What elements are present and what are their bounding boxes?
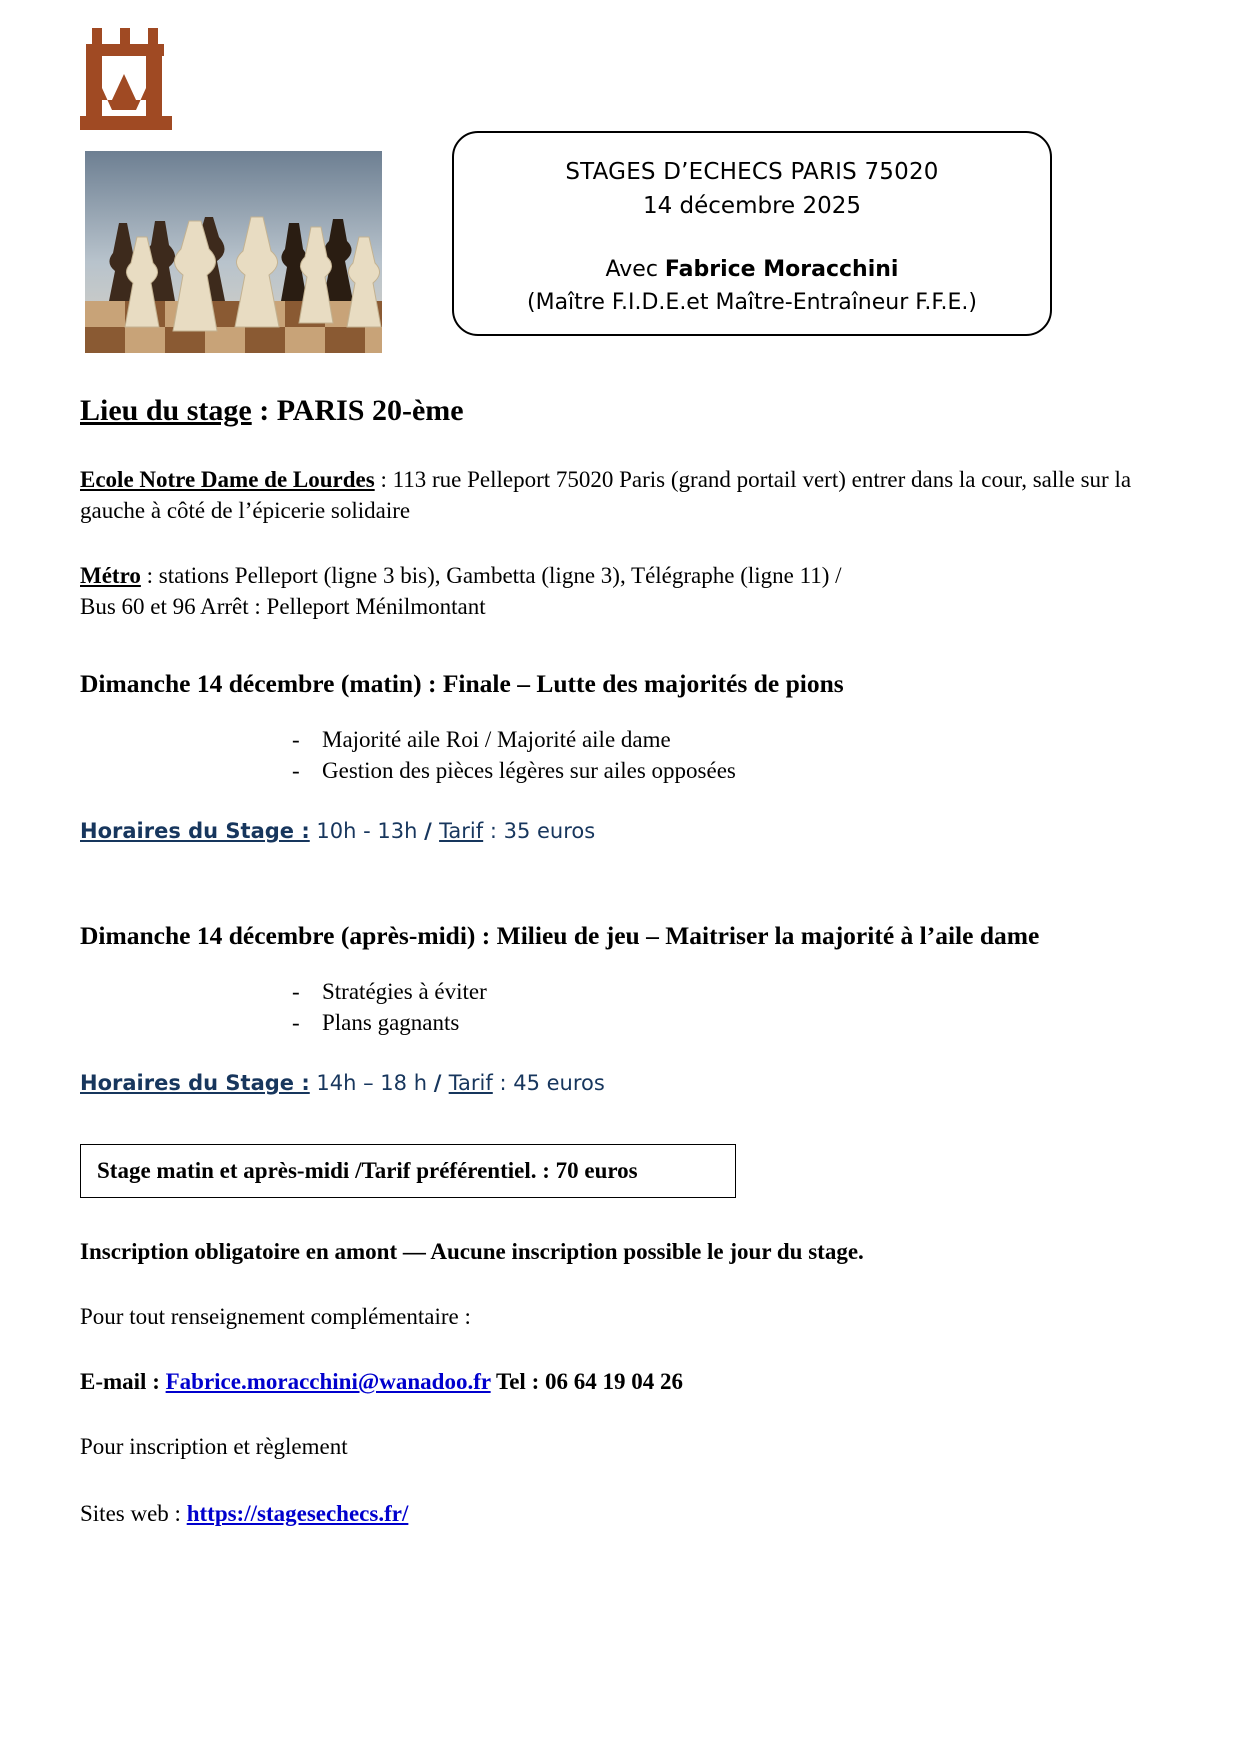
afternoon-session-bullets: [80, 976, 1161, 1038]
school-name: Ecole Notre Dame de Lourdes: [80, 467, 375, 492]
afternoon-session-title: Dimanche 14 décembre (après-midi) : Milieu de jeu – Maitriser la majorité à l’aile dame: [80, 921, 1040, 950]
title-line-2: 14 décembre 2025: [642, 193, 862, 219]
list-item: - Plans gagnants: [292, 1007, 1161, 1038]
morning-separator: /: [424, 819, 440, 843]
avec-label: Avec: [605, 257, 665, 282]
title-callout-box: [452, 131, 1052, 336]
page-title: [80, 392, 1161, 430]
contact-line: [80, 1366, 1161, 1397]
trainer-name: Fabrice Moracchini: [664, 257, 899, 282]
afternoon-tarif-value: : 45 euros: [492, 1071, 605, 1095]
metro-label: Métro: [80, 563, 141, 588]
more-info-text: Pour tout renseignement complémentaire :: [80, 1304, 471, 1329]
preferential-price-box: [80, 1144, 736, 1198]
morning-horaires-value: 10h - 13h: [309, 819, 425, 843]
email-label: E-mail :: [80, 1369, 166, 1394]
metro-line-1: : stations Pelleport (ligne 3 bis), Gambetta (ligne 3), Télégraphe (ligne 11) /: [140, 563, 842, 588]
metro-line-2: Bus 60 et 96 Arrêt : Pelleport Ménilmontant: [80, 594, 486, 619]
morning-tarif-label: Tarif: [439, 819, 484, 843]
lieu-value: : PARIS 20-ème: [251, 394, 464, 427]
sites-label: Sites web :: [80, 1501, 187, 1526]
list-item: - Gestion des pièces légères sur ailes opposées: [292, 755, 1161, 786]
chess-club-logo: [76, 22, 204, 134]
morning-schedule-price: [80, 816, 1161, 846]
registration-notice: Inscription obligatoire en amont — Aucune inscription possible le jour du stage.: [80, 1239, 864, 1264]
registration-payment-text: Pour inscription et règlement: [80, 1434, 348, 1459]
phone-number: Tel : 06 64 19 04 26: [490, 1369, 683, 1394]
website-line: [80, 1498, 1161, 1529]
chess-pieces-photo: [85, 151, 382, 353]
metro-info: [80, 560, 1161, 622]
morning-session-title: Dimanche 14 décembre (matin) : Finale – Lutte des majorités de pions: [80, 669, 844, 698]
document-header: [0, 0, 1241, 370]
school-address-text: : 113 rue Pelleport 75020 Paris (grand portail vert) entrer dans la cour, salle sur la gauche à côté de l’épicerie solidaire: [80, 467, 1132, 523]
afternoon-horaires-value: 14h – 18 h: [309, 1071, 434, 1095]
title-line-3: [454, 253, 1050, 286]
title-line-1: STAGES D’ECHECS PARIS 75020: [565, 159, 939, 185]
list-item: - Majorité aile Roi / Majorité aile dame: [292, 724, 1161, 755]
website-link[interactable]: https://stagesechecs.fr/: [186, 1501, 409, 1526]
preferential-price-text: Stage matin et après-midi /Tarif préférentiel. : 70 euros: [97, 1158, 638, 1183]
school-address: [80, 464, 1161, 526]
document-body: [0, 392, 1241, 1529]
morning-horaires-label: Horaires du Stage :: [80, 819, 310, 843]
afternoon-horaires-label: Horaires du Stage :: [80, 1071, 310, 1095]
lieu-label: Lieu du stage: [80, 394, 252, 427]
afternoon-separator: /: [433, 1071, 449, 1095]
morning-tarif-value: : 35 euros: [483, 819, 596, 843]
afternoon-schedule-price: [80, 1068, 1161, 1098]
title-line-4: (Maître F.I.D.E.et Maître-Entraîneur F.F.E.): [527, 290, 977, 315]
afternoon-tarif-label: Tarif: [448, 1071, 493, 1095]
list-item: - Stratégies à éviter: [292, 976, 1161, 1007]
morning-session-bullets: [80, 724, 1161, 786]
email-link[interactable]: Fabrice.moracchini@wanadoo.fr: [165, 1369, 491, 1394]
